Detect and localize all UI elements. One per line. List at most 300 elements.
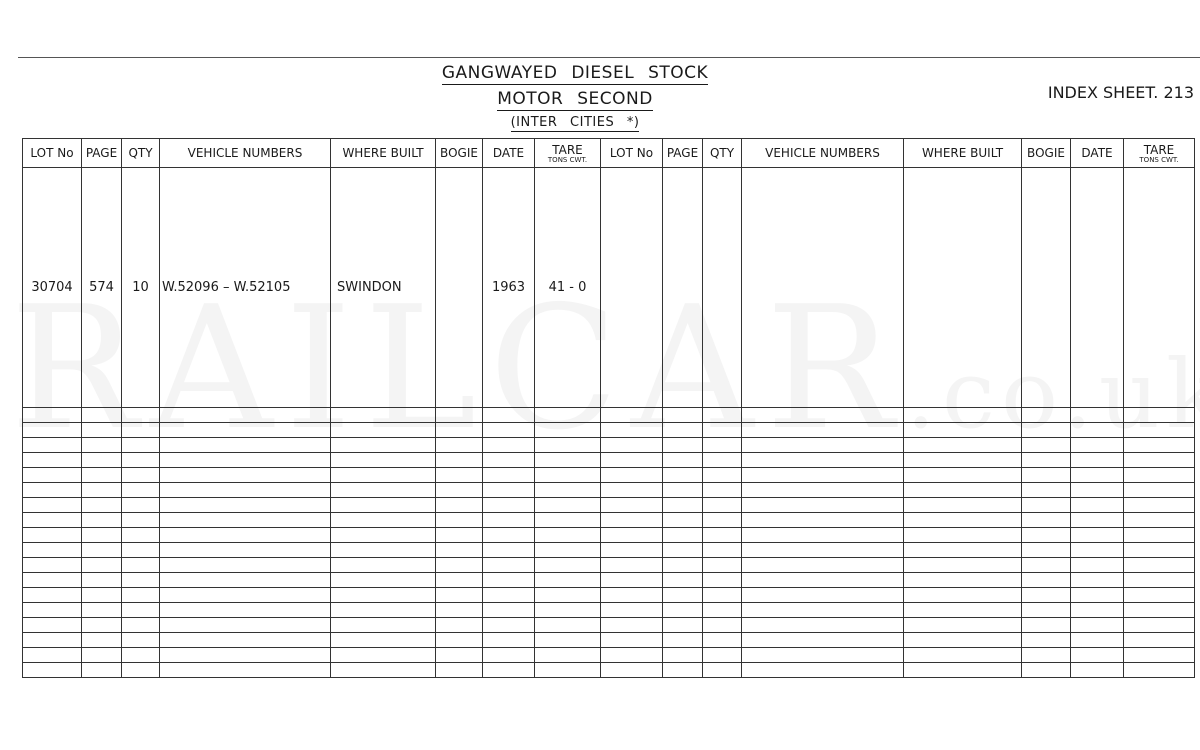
cell-empty (904, 663, 1022, 678)
table-row (23, 513, 1195, 528)
cell-empty (601, 543, 663, 558)
cell-empty (904, 633, 1022, 648)
cell-empty (1124, 438, 1195, 453)
cell-empty (483, 618, 535, 633)
col-qty-2: QTY (703, 139, 742, 168)
cell-empty (436, 513, 483, 528)
col-tare-label: TARE (552, 142, 583, 157)
cell-empty (601, 468, 663, 483)
table-row (23, 528, 1195, 543)
cell-empty (82, 438, 122, 453)
cell-empty (535, 528, 601, 543)
cell-empty (535, 558, 601, 573)
cell-empty (82, 558, 122, 573)
cell-empty (122, 438, 160, 453)
cell-empty (1022, 483, 1071, 498)
cell-empty (331, 453, 436, 468)
col-vehicle-numbers: VEHICLE NUMBERS (160, 139, 331, 168)
cell-empty (483, 453, 535, 468)
cell-empty (742, 648, 904, 663)
cell-empty (160, 483, 331, 498)
cell-empty (122, 468, 160, 483)
cell-empty (1071, 483, 1124, 498)
cell-empty (535, 423, 601, 438)
cell-empty (23, 573, 82, 588)
stock-ledger-table (22, 138, 1195, 678)
cell-empty (331, 408, 436, 423)
cell-empty (1124, 168, 1195, 408)
cell-empty (23, 483, 82, 498)
cell-empty (483, 648, 535, 663)
cell-empty (436, 588, 483, 603)
cell-empty (742, 498, 904, 513)
cell-empty (1022, 603, 1071, 618)
cell-empty (331, 543, 436, 558)
cell-empty (703, 543, 742, 558)
cell-empty (1071, 663, 1124, 678)
index-sheet-label: INDEX SHEET. 213 (1047, 83, 1194, 102)
cell-empty (436, 453, 483, 468)
cell-empty (23, 423, 82, 438)
cell-empty (742, 438, 904, 453)
cell-empty (82, 468, 122, 483)
cell-empty (82, 513, 122, 528)
cell-empty (483, 408, 535, 423)
cell-empty (1022, 408, 1071, 423)
cell-empty (23, 648, 82, 663)
cell-empty (535, 498, 601, 513)
cell-empty (703, 468, 742, 483)
cell-empty (663, 513, 703, 528)
cell-empty (904, 573, 1022, 588)
cell-empty (663, 168, 703, 408)
cell-empty (601, 618, 663, 633)
cell-empty (1022, 663, 1071, 678)
cell-empty (601, 558, 663, 573)
cell-empty (535, 483, 601, 498)
cell-empty (535, 588, 601, 603)
cell-empty (1071, 633, 1124, 648)
cell-empty (483, 543, 535, 558)
table-row (23, 468, 1195, 483)
cell-empty (742, 513, 904, 528)
col-date-2: DATE (1071, 139, 1124, 168)
cell-empty (436, 648, 483, 663)
cell-empty (703, 648, 742, 663)
cell-empty (436, 483, 483, 498)
cell-empty (436, 633, 483, 648)
cell-empty (703, 573, 742, 588)
cell-empty (1071, 588, 1124, 603)
cell-empty (1022, 588, 1071, 603)
cell-empty (160, 498, 331, 513)
cell-empty (483, 423, 535, 438)
cell-empty (1124, 483, 1195, 498)
cell-empty (1022, 513, 1071, 528)
cell-empty (82, 633, 122, 648)
cell-empty (122, 648, 160, 663)
cell-empty (122, 408, 160, 423)
cell-empty (23, 543, 82, 558)
cell-empty (663, 438, 703, 453)
cell-empty (331, 663, 436, 678)
cell-empty (331, 438, 436, 453)
cell-where-built: SWINDON (331, 168, 436, 408)
cell-empty (601, 513, 663, 528)
cell-empty (663, 633, 703, 648)
cell-empty (436, 468, 483, 483)
cell-empty (703, 588, 742, 603)
cell-empty (1124, 618, 1195, 633)
cell-empty (331, 633, 436, 648)
cell-empty (436, 423, 483, 438)
cell-bogie (436, 168, 483, 408)
cell-vehicle-numbers: W.52096 – W.52105 (160, 168, 331, 408)
cell-empty (742, 528, 904, 543)
cell-empty (331, 603, 436, 618)
cell-empty (904, 648, 1022, 663)
cell-empty (601, 663, 663, 678)
table-row (23, 423, 1195, 438)
cell-empty (331, 648, 436, 663)
cell-empty (1022, 573, 1071, 588)
cell-empty (160, 618, 331, 633)
cell-empty (535, 513, 601, 528)
cell-empty (601, 408, 663, 423)
cell-empty (436, 558, 483, 573)
cell-empty (160, 603, 331, 618)
cell-empty (23, 453, 82, 468)
cell-empty (703, 603, 742, 618)
sheet-note: (INTER CITIES *) (510, 115, 640, 130)
cell-empty (1071, 543, 1124, 558)
cell-empty (160, 408, 331, 423)
cell-empty (1071, 558, 1124, 573)
cell-empty (703, 483, 742, 498)
cell-empty (742, 573, 904, 588)
cell-empty (663, 423, 703, 438)
cell-empty (663, 618, 703, 633)
cell-empty (331, 528, 436, 543)
cell-empty (663, 573, 703, 588)
col-bogie-2: BOGIE (1022, 139, 1071, 168)
cell-empty (436, 573, 483, 588)
cell-qty: 10 (122, 168, 160, 408)
cell-empty (742, 663, 904, 678)
cell-empty (483, 633, 535, 648)
cell-empty (535, 663, 601, 678)
cell-empty (160, 468, 331, 483)
cell-empty (23, 558, 82, 573)
cell-empty (742, 168, 904, 408)
cell-empty (122, 423, 160, 438)
cell-empty (904, 558, 1022, 573)
col-vehicle-numbers-2: VEHICLE NUMBERS (742, 139, 904, 168)
cell-empty (82, 588, 122, 603)
cell-empty (436, 408, 483, 423)
table-row (23, 603, 1195, 618)
table-row (23, 558, 1195, 573)
cell-empty (160, 648, 331, 663)
cell-empty (331, 423, 436, 438)
cell-empty (904, 483, 1022, 498)
cell-empty (483, 528, 535, 543)
cell-empty (1124, 558, 1195, 573)
cell-empty (436, 663, 483, 678)
cell-empty (1022, 423, 1071, 438)
cell-empty (122, 588, 160, 603)
cell-empty (1071, 168, 1124, 408)
cell-empty (1124, 468, 1195, 483)
cell-empty (160, 573, 331, 588)
cell-empty (1124, 648, 1195, 663)
cell-empty (904, 513, 1022, 528)
cell-empty (904, 168, 1022, 408)
cell-empty (1071, 618, 1124, 633)
cell-empty (742, 543, 904, 558)
cell-empty (122, 498, 160, 513)
table-row (23, 453, 1195, 468)
col-lot-no-2: LOT No (601, 139, 663, 168)
col-tare-label-2: TARE (1143, 142, 1175, 157)
cell-empty (1124, 423, 1195, 438)
col-tare (535, 139, 601, 168)
cell-empty (535, 408, 601, 423)
cell-empty (1124, 603, 1195, 618)
cell-empty (742, 618, 904, 633)
cell-empty (1124, 528, 1195, 543)
cell-empty (1124, 408, 1195, 423)
cell-empty (160, 543, 331, 558)
cell-empty (122, 453, 160, 468)
cell-empty (82, 423, 122, 438)
cell-empty (1124, 453, 1195, 468)
cell-empty (122, 513, 160, 528)
cell-empty (742, 423, 904, 438)
cell-empty (331, 558, 436, 573)
cell-empty (1071, 453, 1124, 468)
cell-empty (331, 513, 436, 528)
cell-empty (1022, 168, 1071, 408)
cell-empty (904, 618, 1022, 633)
cell-empty (1124, 513, 1195, 528)
table-row (23, 483, 1195, 498)
cell-empty (23, 528, 82, 543)
cell-empty (535, 573, 601, 588)
cell-empty (535, 438, 601, 453)
cell-empty (23, 498, 82, 513)
cell-empty (742, 483, 904, 498)
cell-empty (1022, 543, 1071, 558)
table-row (23, 498, 1195, 513)
cell-empty (160, 438, 331, 453)
cell-empty (703, 498, 742, 513)
header-row (23, 139, 1195, 168)
cell-empty (703, 633, 742, 648)
table-row (23, 543, 1195, 558)
col-bogie: BOGIE (436, 139, 483, 168)
cell-empty (23, 513, 82, 528)
cell-empty (1071, 648, 1124, 663)
cell-empty (160, 423, 331, 438)
cell-empty (82, 408, 122, 423)
cell-empty (535, 633, 601, 648)
cell-empty (601, 528, 663, 543)
cell-empty (663, 588, 703, 603)
cell-date: 1963 (483, 168, 535, 408)
cell-empty (904, 468, 1022, 483)
cell-empty (1022, 438, 1071, 453)
cell-empty (1071, 603, 1124, 618)
cell-empty (82, 603, 122, 618)
cell-empty (663, 408, 703, 423)
cell-empty (535, 603, 601, 618)
cell-empty (122, 633, 160, 648)
cell-empty (904, 528, 1022, 543)
cell-empty (663, 468, 703, 483)
col-page-2: PAGE (663, 139, 703, 168)
cell-empty (23, 468, 82, 483)
col-lot-no: LOT No (23, 139, 82, 168)
table-row (23, 618, 1195, 633)
cell-empty (1071, 513, 1124, 528)
cell-empty (82, 498, 122, 513)
cell-empty (1071, 528, 1124, 543)
table-row (23, 648, 1195, 663)
cell-empty (742, 453, 904, 468)
cell-empty (703, 528, 742, 543)
cell-empty (663, 453, 703, 468)
col-qty: QTY (122, 139, 160, 168)
cell-empty (904, 498, 1022, 513)
cell-empty (703, 408, 742, 423)
cell-empty (535, 648, 601, 663)
cell-empty (483, 483, 535, 498)
cell-empty (703, 663, 742, 678)
cell-empty (1022, 558, 1071, 573)
table-row (23, 588, 1195, 603)
cell-empty (703, 558, 742, 573)
cell-empty (904, 603, 1022, 618)
cell-empty (703, 438, 742, 453)
cell-empty (663, 498, 703, 513)
cell-empty (663, 483, 703, 498)
cell-empty (601, 588, 663, 603)
col-date: DATE (483, 139, 535, 168)
cell-empty (601, 498, 663, 513)
cell-empty (1124, 543, 1195, 558)
cell-empty (742, 468, 904, 483)
cell-empty (1022, 648, 1071, 663)
cell-empty (160, 633, 331, 648)
cell-empty (601, 633, 663, 648)
cell-empty (742, 408, 904, 423)
sheet-title: GANGWAYED DIESEL STOCK (441, 63, 709, 83)
cell-empty (483, 663, 535, 678)
cell-empty (122, 573, 160, 588)
cell-empty (1071, 408, 1124, 423)
cell-empty (331, 498, 436, 513)
table-row (23, 633, 1195, 648)
cell-empty (1124, 633, 1195, 648)
cell-empty (436, 498, 483, 513)
cell-lot-no: 30704 (23, 168, 82, 408)
cell-empty (122, 528, 160, 543)
cell-tare: 41 - 0 (535, 168, 601, 408)
cell-page: 574 (82, 168, 122, 408)
cell-empty (904, 423, 1022, 438)
cell-empty (122, 663, 160, 678)
cell-empty (122, 603, 160, 618)
cell-empty (436, 618, 483, 633)
cell-empty (82, 618, 122, 633)
table-row (23, 663, 1195, 678)
cell-empty (601, 603, 663, 618)
cell-empty (1022, 498, 1071, 513)
cell-empty (483, 468, 535, 483)
cell-empty (23, 438, 82, 453)
cell-empty (82, 648, 122, 663)
cell-empty (160, 588, 331, 603)
cell-empty (904, 453, 1022, 468)
cell-empty (331, 573, 436, 588)
cell-empty (601, 453, 663, 468)
cell-empty (436, 543, 483, 558)
cell-empty (904, 438, 1022, 453)
cell-empty (601, 423, 663, 438)
cell-empty (601, 483, 663, 498)
cell-empty (160, 513, 331, 528)
cell-empty (535, 453, 601, 468)
cell-empty (483, 603, 535, 618)
cell-empty (483, 498, 535, 513)
cell-empty (436, 528, 483, 543)
cell-empty (331, 483, 436, 498)
cell-empty (1124, 588, 1195, 603)
col-tare-units-2: TONS CWT. (1139, 155, 1179, 164)
cell-empty (601, 168, 663, 408)
col-tare-units: TONS CWT. (547, 155, 588, 164)
cell-empty (23, 663, 82, 678)
cell-empty (742, 603, 904, 618)
cell-empty (160, 558, 331, 573)
cell-empty (601, 648, 663, 663)
cell-empty (23, 618, 82, 633)
cell-empty (483, 438, 535, 453)
top-rule (18, 57, 1200, 58)
table-row (23, 408, 1195, 423)
cell-empty (742, 588, 904, 603)
cell-empty (904, 408, 1022, 423)
cell-empty (663, 528, 703, 543)
cell-empty (23, 408, 82, 423)
cell-empty (663, 543, 703, 558)
cell-empty (82, 453, 122, 468)
cell-empty (703, 618, 742, 633)
cell-empty (742, 558, 904, 573)
cell-empty (1124, 663, 1195, 678)
cell-empty (23, 633, 82, 648)
cell-empty (1022, 453, 1071, 468)
cell-empty (535, 543, 601, 558)
cell-empty (904, 543, 1022, 558)
cell-empty (160, 663, 331, 678)
cell-empty (331, 468, 436, 483)
col-page: PAGE (82, 139, 122, 168)
cell-empty (703, 168, 742, 408)
cell-empty (1124, 573, 1195, 588)
cell-empty (122, 543, 160, 558)
